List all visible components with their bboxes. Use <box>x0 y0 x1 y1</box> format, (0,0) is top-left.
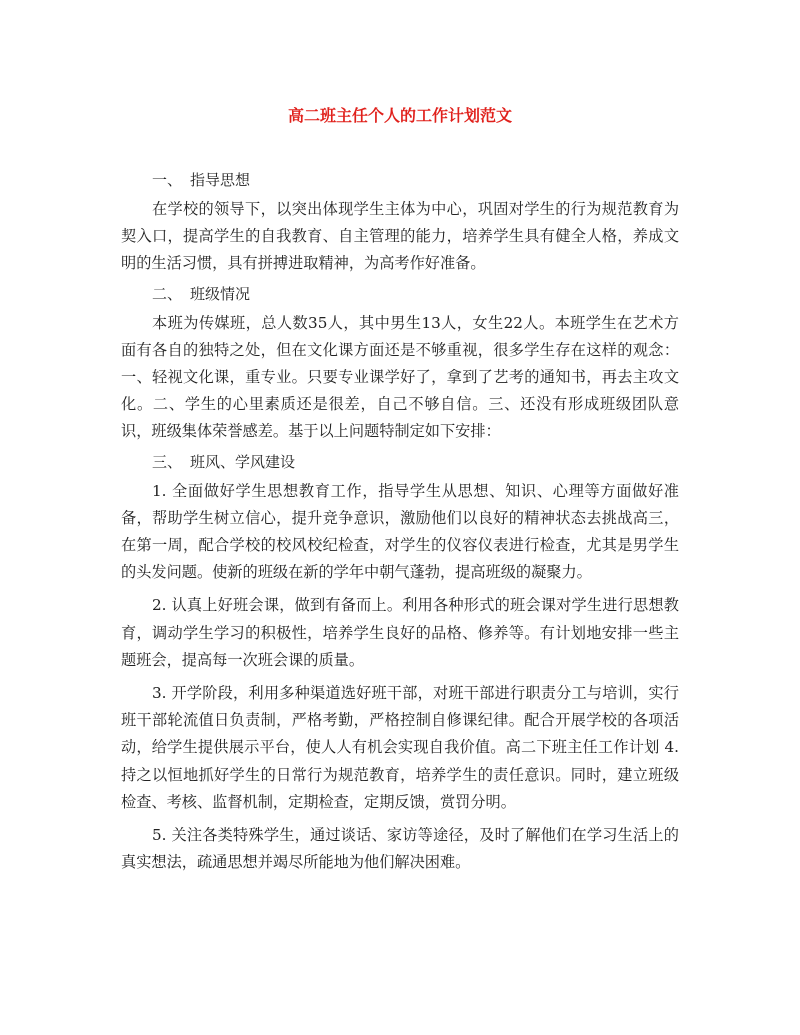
section-heading-guiding-ideology <box>121 168 679 192</box>
section-number: 二、 <box>152 284 183 303</box>
section-number: 三、 <box>152 452 183 471</box>
list-item-3: 3. 开学阶段，利用多种渠道选好班干部，对班干部进行职责分工与培训，实行班干部轮流值日负责制，严格考勤，严格控制自修课纪律。配合开展学校的各项活动，给学生提供展示平台，使人人有机会实现自我价值。高二下班主任工作计划 4. 持之以恒地抓好学生的日常行为规范教育，培养学生的责任意识。同时，建立班级检查、考核、监督机制，定期检查，定期反馈，赏罚分明。 <box>121 684 679 811</box>
section-heading-class-style <box>121 450 679 474</box>
list-item-1: 1. 全面做好学生思想教育工作，指导学生从思想、知识、心理等方面做好准备，帮助学生树立信心，提升竞争意识，激励他们以良好的精神状态去挑战高三，在第一周，配合学校的校风校纪检查，对学生的仪容仪表进行检查，尤其是男学生的头发问题。使新的班级在新的学年中朝气蓬勃，提高班级的凝聚力。 <box>121 481 679 582</box>
paragraph-class-situation: 本班为传媒班，总人数35人，其中男生13人，女生22人。本班学生在艺术方面有各自的独特之处，但在文化课方面还是不够重视，很多学生存在这样的观念：一、轻视文化课，重专业。只要专业课学好了，拿到了艺考的通知书，再去主攻文化。二、学生的心里素质还是很差，自己不够自信。三、还没有形成班级团队意识，班级集体荣誉感差。基于以上问题特制定如下安排： <box>121 313 679 441</box>
section-title: 班级情况 <box>190 284 251 303</box>
document-body <box>121 168 679 876</box>
section-title: 指导思想 <box>190 171 251 189</box>
section-number: 一、 <box>152 171 183 189</box>
list-item-2: 2. 认真上好班会课，做到有备而上。利用各种形式的班会课对学生进行思想教育，调动学生学习的积极性，培养学生良好的品格、修养等。有计划地安排一些主题班会，提高每一次班会课的质量。 <box>121 596 679 669</box>
document-title: 高二班主任个人的工作计划范文 <box>287 106 512 125</box>
paragraph-guiding-ideology: 在学校的领导下，以突出体现学生主体为中心，巩固对学生的行为规范教育为契入口，提高学生的自我教育、自主管理的能力，培养学生具有健全人格，养成文明的生活习惯，具有拼搏进取精神，为高考作好准备。 <box>121 200 679 273</box>
section-title: 班风、学风建设 <box>190 452 296 471</box>
list-item-5: 5. 关注各类特殊学生，通过谈话、家访等途径，及时了解他们在学习生活上的真实想法，疏通思想并竭尽所能地为他们解决困难。 <box>121 826 679 872</box>
section-heading-class-situation <box>121 282 679 306</box>
